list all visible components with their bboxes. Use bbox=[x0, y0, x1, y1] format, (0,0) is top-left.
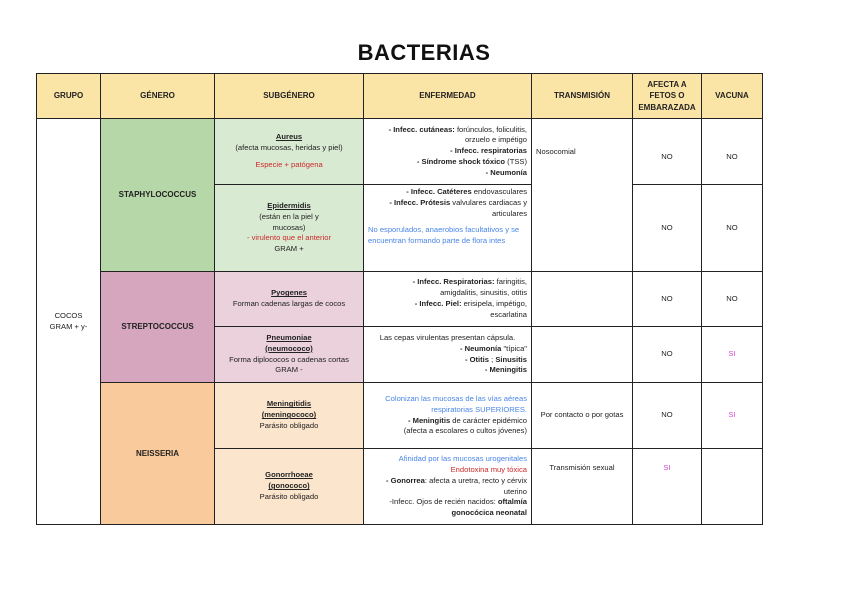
disease-meningitidis bbox=[364, 383, 532, 449]
vaccine-pneumoniae: SI bbox=[702, 327, 763, 383]
disease-text: articulares bbox=[491, 208, 527, 218]
disease-text: "típica" bbox=[501, 343, 527, 353]
transmission-pyogenes bbox=[532, 272, 633, 327]
header-genero: GÉNERO bbox=[101, 74, 215, 119]
disease-bold: - Infecc. cutáneas: bbox=[388, 124, 455, 134]
disease-bold: Sinusitis bbox=[495, 354, 527, 364]
disease-text: (TSS) bbox=[505, 156, 527, 166]
disease-bold: - Infecc. Respiratorias: bbox=[412, 277, 495, 287]
subgenus-note: Especie + patógena bbox=[255, 160, 323, 170]
header-grupo: GRUPO bbox=[37, 74, 101, 119]
fetus-pyogenes: NO bbox=[633, 272, 702, 327]
fetus-gonorrhoeae: SI bbox=[633, 449, 702, 525]
subgenus-desc: Forman cadenas largas de cocos bbox=[232, 299, 346, 308]
disease-bold: - Infecc. Piel: bbox=[414, 299, 462, 308]
subgenus-name-alt: (neumococo) bbox=[265, 343, 313, 353]
group-line-2: GRAM + y- bbox=[49, 321, 88, 331]
subgenus-name-alt: (gonococo) bbox=[268, 481, 310, 491]
subgenus-name: Pneumoniae bbox=[266, 332, 312, 342]
transmission-staph: Nosocomial bbox=[532, 119, 633, 272]
subgenus-name-alt: (meningococo) bbox=[261, 410, 317, 420]
subgenus-pneumoniae bbox=[215, 327, 364, 383]
subgenus-desc: Forma diplococos o cadenas cortas bbox=[229, 354, 349, 364]
fetus-meningitidis: NO bbox=[633, 383, 702, 449]
subgenus-gonorrhoeae bbox=[215, 449, 364, 525]
subgenus-pyogenes bbox=[215, 272, 364, 327]
disease-text: escarlatina bbox=[490, 309, 527, 319]
disease-text: -Infecc. Ojos de recién nacidos: bbox=[389, 497, 498, 507]
disease-bold: - Infecc. Prótesis bbox=[389, 197, 451, 207]
disease-bold: gonocócica neonatal bbox=[451, 508, 527, 518]
disease-gonorrhoeae bbox=[364, 449, 532, 525]
transmission-pneumoniae bbox=[532, 327, 633, 383]
subgenus-name: Gonorrhoeae bbox=[265, 470, 313, 480]
disease-red: Endotoxina muy tóxica bbox=[450, 464, 527, 474]
group-line-1: COCOS bbox=[54, 310, 83, 320]
header-transmision: TRANSMISIÓN bbox=[532, 74, 633, 119]
subgenus-desc: mucosas) bbox=[272, 222, 306, 232]
header-row bbox=[37, 74, 763, 119]
disease-aureus bbox=[364, 119, 532, 185]
subgenus-desc: (afecta mucosas, heridas y piel) bbox=[235, 142, 343, 152]
table-row bbox=[37, 272, 763, 327]
disease-text: faringitis, bbox=[494, 277, 527, 287]
fetus-aureus: NO bbox=[633, 119, 702, 185]
disease-text: ; bbox=[489, 354, 496, 364]
disease-bold: - Síndrome shock tóxico bbox=[416, 156, 506, 166]
disease-bold: - Infecc. Catéteres bbox=[406, 187, 472, 196]
disease-bold: - Meningitis bbox=[407, 415, 451, 425]
disease-blue: respiratorias SUPERIORES. bbox=[431, 404, 527, 414]
disease-text: forúnculos, foliculitis, bbox=[454, 124, 527, 134]
subgenus-name: Pyogenes bbox=[271, 288, 307, 298]
disease-bold: - Meningitis bbox=[484, 365, 527, 375]
disease-intro: Las cepas virulentas presentan cápsula. bbox=[379, 332, 516, 342]
subgenus-aureus bbox=[215, 119, 364, 185]
table-row bbox=[37, 383, 763, 449]
disease-bold: - Neumonía bbox=[459, 343, 502, 353]
vaccine-epidermidis: NO bbox=[702, 185, 763, 272]
transmission-meningitidis: Por contacto o por gotas bbox=[532, 383, 633, 449]
genus-neisseria: NEISSERIA bbox=[101, 383, 215, 525]
vaccine-gonorrhoeae bbox=[702, 449, 763, 525]
fetus-pneumoniae: NO bbox=[633, 327, 702, 383]
disease-pyogenes bbox=[364, 272, 532, 327]
header-afecta: AFECTA A FETOS O EMBARAZADA bbox=[633, 74, 702, 119]
subgenus-meningitidis bbox=[215, 383, 364, 449]
vaccine-meningitidis: SI bbox=[702, 383, 763, 449]
disease-text: endovasculares bbox=[471, 187, 527, 196]
bacteria-table bbox=[36, 73, 763, 525]
header-subgenero: SUBGÉNERO bbox=[215, 74, 364, 119]
table-row bbox=[37, 119, 763, 185]
disease-pneumoniae bbox=[364, 327, 532, 383]
subgenus-desc: Parásito obligado bbox=[259, 420, 319, 430]
transmission-gonorrhoeae: Transmisión sexual bbox=[532, 449, 633, 525]
subgenus-note: - virulento que el anterior bbox=[247, 233, 331, 243]
disease-epidermidis bbox=[364, 185, 532, 272]
disease-text: valvulares cardiacas y bbox=[450, 197, 527, 207]
disease-text: (afecta a escolares o cultos jóvenes) bbox=[403, 426, 527, 436]
page-title: BACTERIAS bbox=[357, 40, 491, 65]
subgenus-name: Aureus bbox=[275, 131, 303, 141]
subgenus-desc: Parásito obligado bbox=[259, 491, 319, 501]
disease-text: uterino bbox=[503, 486, 527, 496]
disease-bold: - Neumonía bbox=[485, 167, 527, 177]
disease-note: No esporulados, anaerobios facultativos y se encuentran formando parte de flora intes bbox=[368, 225, 520, 246]
header-enfermedad: ENFERMEDAD bbox=[364, 74, 532, 119]
disease-text: erisipela, impétigo, bbox=[461, 299, 527, 308]
genus-streptococcus: STREPTOCOCCUS bbox=[101, 272, 215, 383]
group-cell bbox=[37, 119, 101, 525]
disease-text: orzuelo e impétigo bbox=[464, 135, 527, 145]
fetus-epidermidis: NO bbox=[633, 185, 702, 272]
disease-bold: - Gonorrea bbox=[386, 475, 425, 485]
disease-bold: - Infecc. respiratorias bbox=[450, 146, 527, 156]
subgenus-gram: GRAM - bbox=[275, 365, 303, 375]
subgenus-epidermidis bbox=[215, 185, 364, 272]
genus-staphylococcus: STAPHYLOCOCCUS bbox=[101, 119, 215, 272]
subgenus-desc: (están en la piel y bbox=[259, 211, 319, 221]
disease-bold: - Otitis bbox=[464, 354, 489, 364]
disease-text: : afecta a uretra, recto y cérvix bbox=[424, 475, 527, 485]
disease-text: amigdalitis, sinusitis, otitis bbox=[440, 288, 527, 298]
disease-bold: oftalmía bbox=[497, 497, 527, 507]
disease-blue: Afinidad por las mucosas urogenitales bbox=[398, 454, 527, 464]
subgenus-name: Epidermidis bbox=[267, 201, 311, 211]
header-vacuna: VACUNA bbox=[702, 74, 763, 119]
disease-text: de carácter epidémico bbox=[450, 415, 527, 425]
vaccine-pyogenes: NO bbox=[702, 272, 763, 327]
disease-blue: Colonizan las mucosas de las vías aéreas bbox=[385, 393, 527, 403]
subgenus-name: Meningitidis bbox=[266, 399, 312, 409]
subgenus-gram: GRAM + bbox=[274, 244, 304, 254]
vaccine-aureus: NO bbox=[702, 119, 763, 185]
